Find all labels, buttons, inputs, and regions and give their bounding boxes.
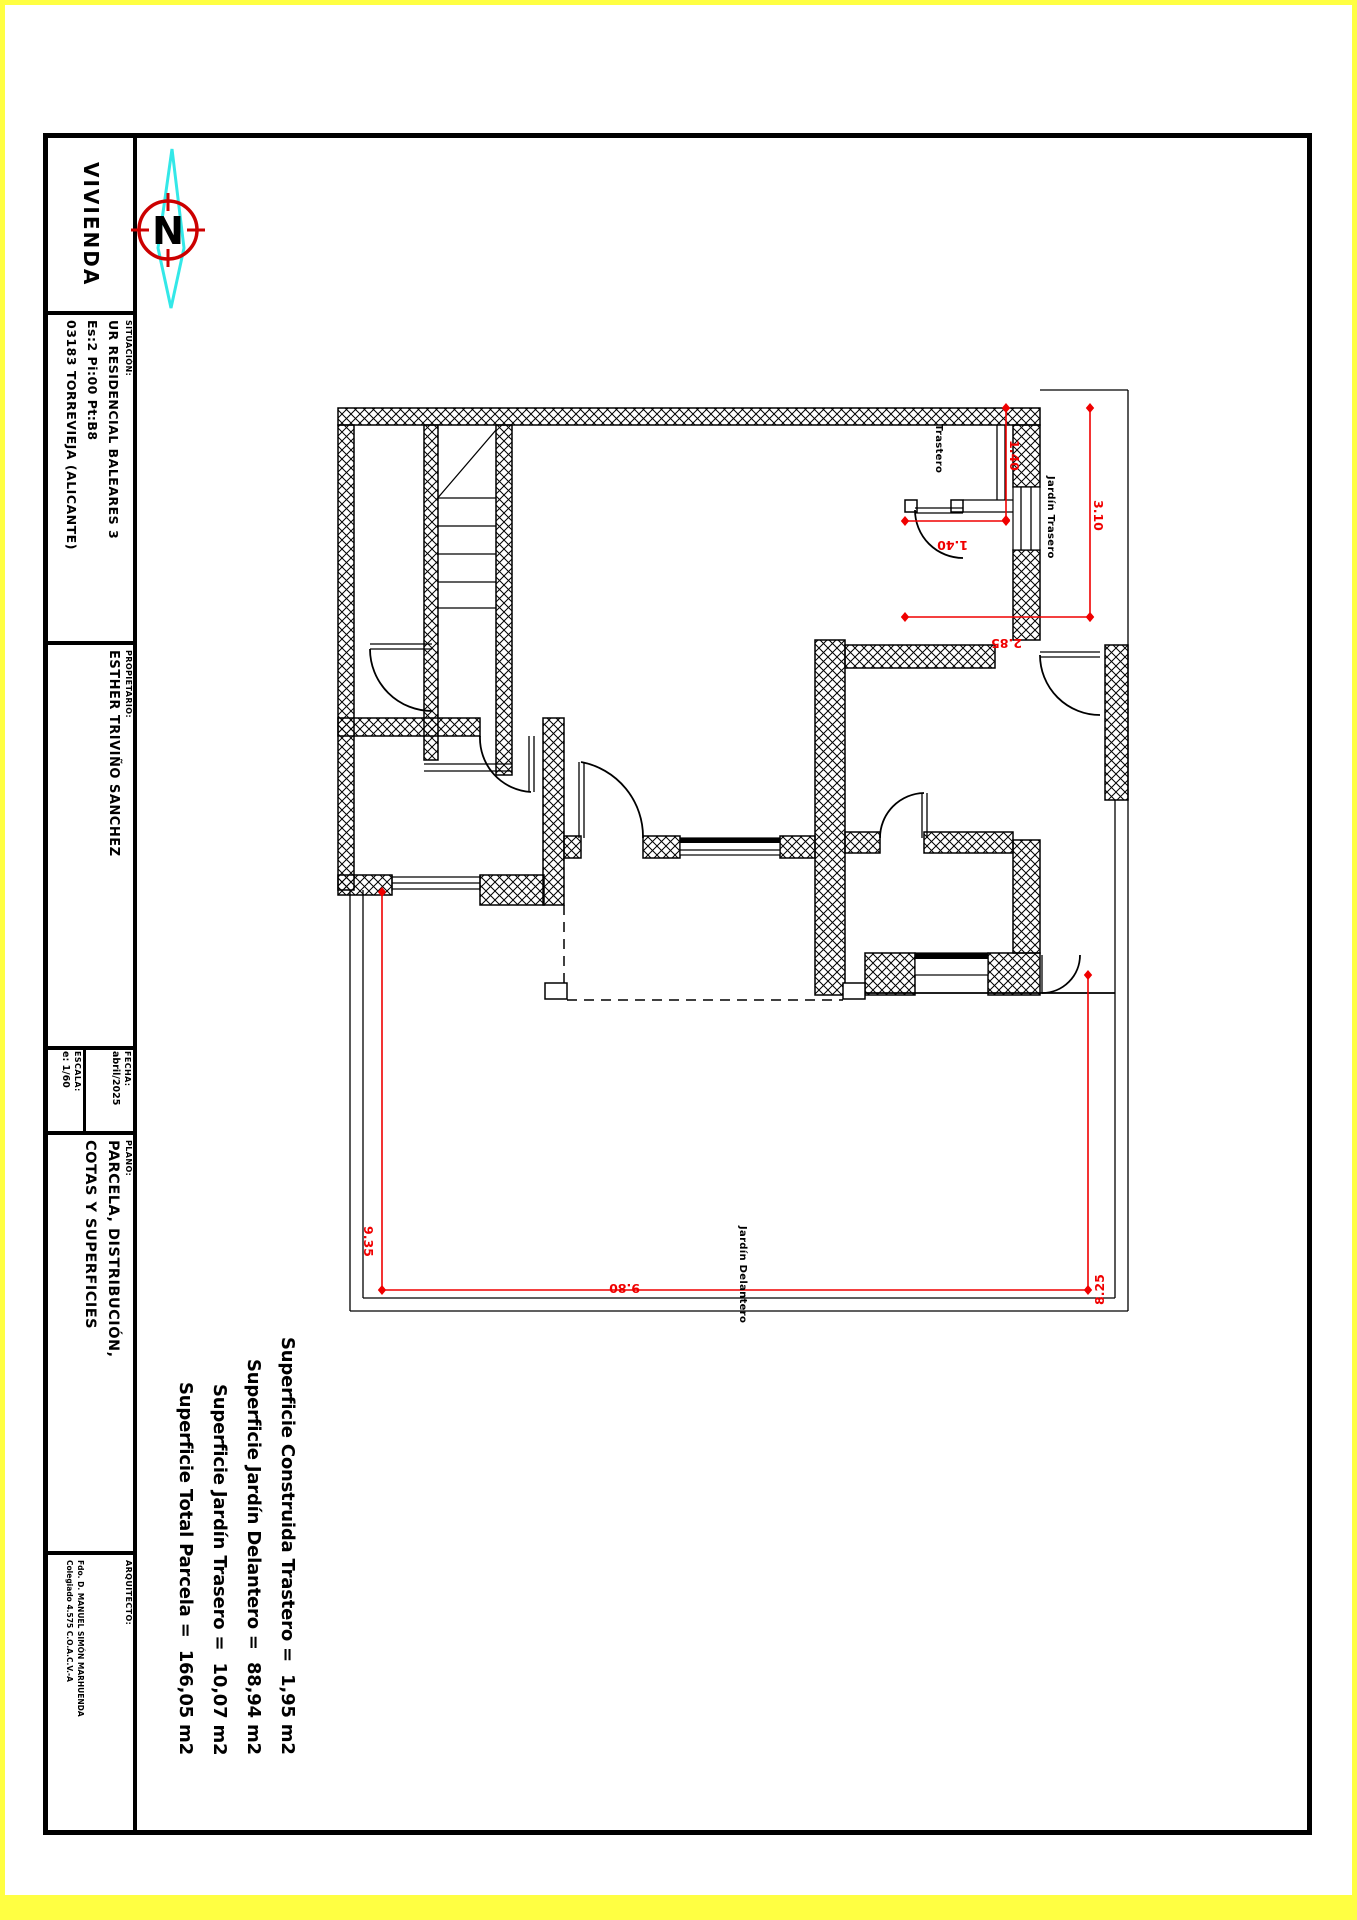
wall-mid-vertical: [543, 718, 564, 905]
trastero-partition: [905, 425, 1013, 512]
porch-post-right: [843, 983, 865, 999]
window-bottom: [915, 953, 988, 975]
wall-window-right: [780, 836, 815, 858]
door-rear-room: [880, 793, 927, 838]
arquitecto-label: ARQUITECTO:: [124, 1560, 133, 1626]
project-title: VIVIENDA: [79, 161, 103, 287]
door-bottom-right: [1042, 955, 1080, 993]
wall-entry-right: [643, 836, 680, 858]
svg-text:1.40: 1.40: [937, 538, 968, 553]
dim-1-40-horizontal: [901, 516, 1010, 553]
north-compass: [131, 149, 205, 308]
walls: [338, 408, 1128, 995]
dim-3-10: [1086, 403, 1106, 622]
svg-text:9.80: 9.80: [609, 1281, 640, 1296]
wall-rear-b: [924, 832, 1013, 853]
room-label-jardin-trasero: Jardín Trasero: [1045, 476, 1056, 559]
svg-text:1.40: 1.40: [1007, 440, 1022, 471]
wall-stair-left: [424, 425, 438, 760]
wall-stair-right: [496, 425, 512, 775]
room-label-jardin-delantero: Jardín Delantero: [737, 1226, 748, 1324]
porch-post-left: [545, 983, 567, 999]
room-label-trastero: Trastero: [933, 424, 944, 474]
window-living: [680, 838, 780, 855]
wall-bottom-b: [988, 953, 1040, 995]
wall-right-low: [1013, 840, 1040, 953]
svg-text:8.25: 8.25: [1092, 1274, 1107, 1305]
fecha-value: abril/2025: [110, 1051, 121, 1106]
summary-line-construida-trastero: Superficie Construida Trastero = 1,95 m2: [277, 1337, 298, 1755]
doors: [370, 508, 1100, 993]
fecha-label: FECHA:: [123, 1051, 132, 1087]
situacion-line-1: UR RESIDENCIAL BALEARES 3: [106, 320, 121, 540]
wall-interior-left: [338, 718, 480, 736]
summary-line-jardin-delantero: Superficie Jardín Delantero = 88,94 m2: [243, 1359, 264, 1755]
plano-line-2: COTAS Y SUPERFICIES: [82, 1140, 98, 1330]
window-right-wall: [1013, 487, 1040, 550]
dim-9-35: [361, 887, 386, 1295]
wall-right-mid: [1013, 550, 1040, 640]
escala-label: ESCALA:: [73, 1051, 82, 1092]
wall-rear-a: [845, 832, 880, 853]
plano-line-1: PARCELA, DISTRIBUCIÓN,: [105, 1140, 121, 1358]
dim-8-25: [1084, 970, 1107, 1305]
svg-text:2.85: 2.85: [991, 636, 1022, 651]
summary-line-total-parcela: Superficie Total Parcela = 166,05 m2: [175, 1382, 196, 1755]
wall-top: [338, 408, 1040, 425]
wall-jardin-trasero: [845, 645, 995, 668]
propietario-label: PROPIETARIO:: [124, 650, 133, 719]
dim-9-80: [382, 1281, 1088, 1296]
arquitecto-line-1: Fdo. D. MANUEL SIMÓN MARHUENDA: [76, 1560, 85, 1717]
room-labels: [737, 424, 1057, 1323]
summary-line-jardin-trasero: Superficie Jardín Trasero = 10,07 m2: [209, 1383, 230, 1755]
svg-text:9.35: 9.35: [361, 1226, 376, 1257]
situacion-label: SITUACIÓN:: [124, 320, 133, 377]
situacion-line-3: 03183 TORREVIEJA (ALICANTE): [64, 320, 79, 550]
wall-left: [338, 425, 354, 890]
wall-passage: [1105, 645, 1128, 800]
svg-text:3.10: 3.10: [1091, 500, 1106, 531]
door-under-stairs: [370, 644, 432, 711]
propietario-name: ESTHER TRIVIÑO SANCHEZ: [106, 650, 121, 857]
wall-bottomleft-b: [480, 875, 544, 905]
wall-bottom-a: [865, 953, 915, 995]
escala-value: e: 1/60: [60, 1051, 71, 1088]
door-jardin-trasero: [1040, 652, 1100, 715]
wall-entry-left: [564, 836, 581, 858]
situacion-line-2: Es:2 Pi:00 Pt:B8: [85, 320, 100, 441]
north-letter: N: [152, 209, 184, 253]
door-entrance: [579, 762, 643, 838]
wall-central-vertical: [815, 640, 845, 995]
window-left-room: [392, 875, 480, 891]
arquitecto-line-2: Colegiado 4.575 C.O.A.C.V.-A: [65, 1560, 74, 1682]
plano-label: PLANO:: [124, 1140, 133, 1177]
